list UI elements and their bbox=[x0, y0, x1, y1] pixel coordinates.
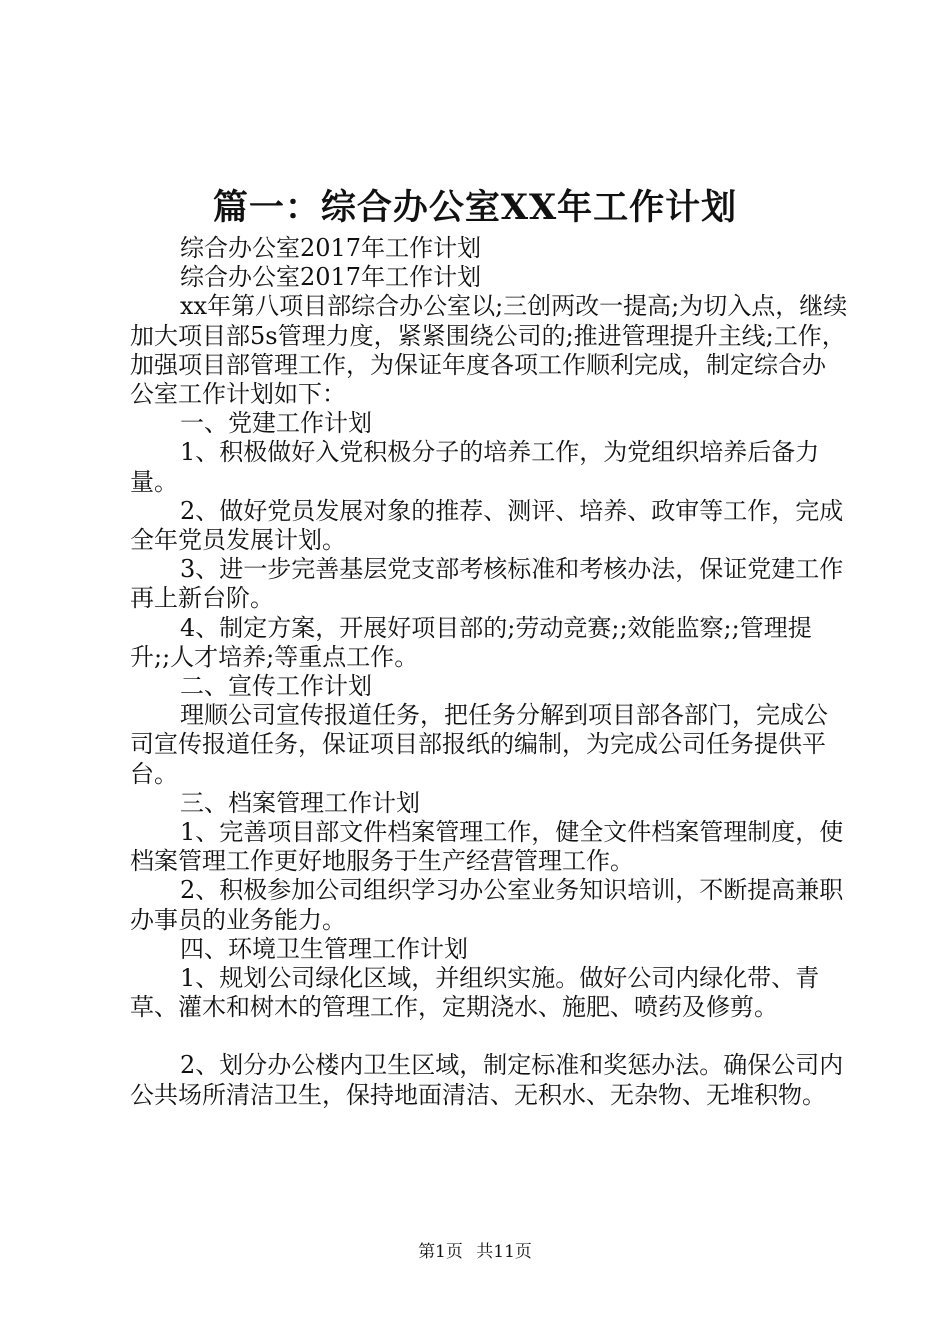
paragraph: 2、划分办公楼内卫生区域，制定标准和奖惩办法。确保公司内公共场所清洁卫生，保持地面清洁、无积水、无杂物、无堆积物。 bbox=[130, 1051, 844, 1109]
paragraph: 1、积极做好入党积极分子的培养工作，为党组织培养后备力量。 bbox=[130, 438, 820, 496]
paragraph: 2、做好党员发展对象的推荐、测评、培养、政审等工作，完成全年党员发展计划。 bbox=[130, 496, 844, 555]
paragraph-spacer bbox=[130, 1022, 848, 1051]
paragraph: xx年第八项目部综合办公室以;三创两改一提高;为切入点，继续加大项目部5s管理力度，紧紧围绕公司的;推进管理提升主线;工作，加强项目部管理工作，为保证年度各项工作顺利完成，制定综合办公室工作计划如下： bbox=[130, 292, 848, 409]
paragraph: 2、积极参加公司组织学习办公室业务知识培训，不断提高兼职办事员的业务能力。 bbox=[130, 876, 844, 934]
page-total: 共11页 bbox=[476, 1242, 532, 1262]
section-heading: 四、环境卫生管理工作计划 bbox=[180, 934, 468, 963]
section-heading: 三、档案管理工作计划 bbox=[180, 788, 420, 817]
paragraph: 3、进一步完善基层党支部考核标准和考核办法，保证党建工作再上新台阶。 bbox=[130, 555, 844, 613]
paragraph: 4、制定方案，开展好项目部的;劳动竞赛;;效能监察;;管理提升;;人才培养;等重点工作。 bbox=[130, 613, 812, 671]
section-heading: 一、党建工作计划 bbox=[180, 409, 372, 438]
section-heading: 二、宣传工作计划 bbox=[180, 672, 372, 701]
paragraph: 1、规划公司绿化区域，并组织实施。做好公司内绿化带、青草、灌木和树木的管理工作，定期浇水、施肥、喷药及修剪。 bbox=[130, 964, 820, 1022]
document-title: 篇一：综合办公室XX年工作计划 bbox=[212, 187, 738, 228]
paragraph: 理顺公司宣传报道任务，把任务分解到项目部各部门，完成公司宣传报道任务，保证项目部报纸的编制，为完成公司任务提供平台。 bbox=[130, 701, 828, 788]
page-number: 第1页 bbox=[418, 1242, 463, 1262]
paragraph: 综合办公室2017年工作计划 bbox=[180, 263, 482, 292]
page-footer bbox=[0, 1240, 950, 1264]
document-body bbox=[130, 234, 848, 1110]
paragraph: 1、完善项目部文件档案管理工作，健全文件档案管理制度，使档案管理工作更好地服务于生产经营管理工作。 bbox=[130, 818, 844, 876]
paragraph: 综合办公室2017年工作计划 bbox=[180, 234, 482, 262]
